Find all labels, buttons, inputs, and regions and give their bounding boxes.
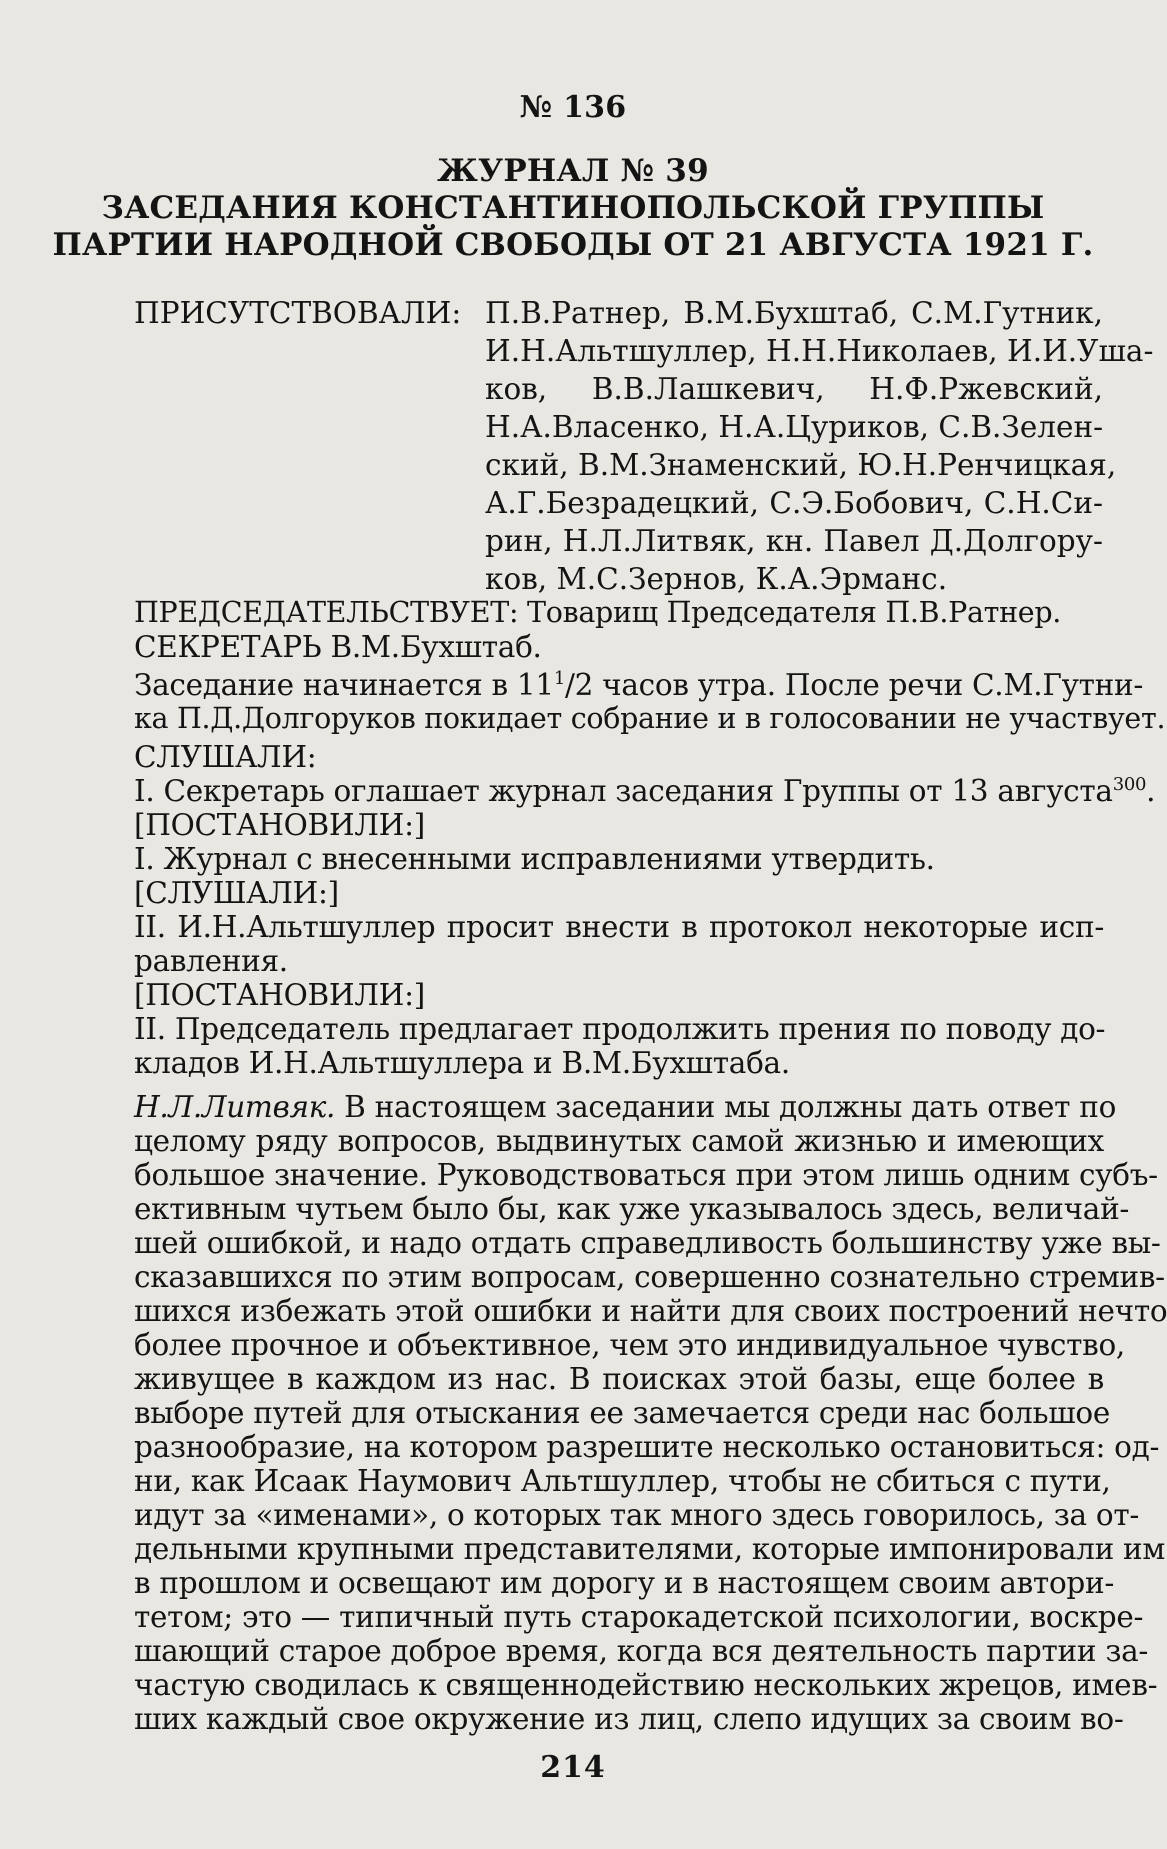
resolution-1: I. Журнал с внесенными исправлениями утвердить.	[134, 842, 935, 876]
speech-line: более прочное и объективное, чем это индивидуальное чувство,	[134, 1328, 1125, 1362]
speech-line: сказавшихся по этим вопросам, совершенно сознательно стремив-	[134, 1260, 1165, 1294]
page-number: 214	[540, 1750, 606, 1785]
agenda-item-2-line-1: II. И.Н.Альтшуллер просит внести в протокол некоторые исп-	[134, 910, 1104, 944]
speech-line: ни, как Исаак Наумович Альтшуллер, чтобы не сбиться с пути,	[134, 1464, 1111, 1498]
present-line: ков, В.В.Лашкевич, Н.Ф.Ржевский,	[485, 372, 1103, 406]
speech-line: частую сводилась к священнодействию нескольких жрецов, имев-	[134, 1668, 1158, 1702]
secretary-line: СЕКРЕТАРЬ В.М.Бухштаб.	[134, 630, 542, 664]
present-label: ПРИСУТСТВОВАЛИ:	[134, 296, 462, 330]
present-line: П.В.Ратнер, В.М.Бухштаб, С.М.Гутник,	[485, 296, 1103, 330]
title-line-1: ЗАСЕДАНИЯ КОНСТАНТИНОПОЛЬСКОЙ ГРУППЫ	[101, 190, 1045, 226]
speech-line: шей ошибкой, и надо отдать справедливость большинству уже вы-	[134, 1226, 1161, 1260]
speech-line: живущее в каждом из нас. В поисках этой базы, еще более в	[134, 1362, 1104, 1396]
document-number: № 136	[519, 90, 627, 125]
footnote-ref: 300	[1112, 774, 1147, 796]
speech-line: в прошлом и освещают им дорогу и в настоящем своим автори-	[134, 1566, 1115, 1600]
present-line: ков, М.С.Зернов, К.А.Эрманс.	[485, 562, 948, 596]
resolution-2-line-2: кладов И.Н.Альтшуллера и В.М.Бухштаба.	[134, 1046, 790, 1080]
speaker-name: Н.Л.Литвяк.	[134, 1090, 336, 1124]
speech-line: шихся избежать этой ошибки и найти для своих построений нечто	[134, 1294, 1167, 1328]
present-line: рин, Н.Л.Литвяк, кн. Павел Д.Долгору-	[485, 524, 1103, 558]
opening-line-2: ка П.Д.Долгоруков покидает собрание и в голосовании не участвует.	[134, 702, 1166, 735]
speech-line: большое значение. Руководствоваться при этом лишь одним субъ-	[134, 1158, 1158, 1192]
resolution-2-line-1: II. Председатель предлагает продолжить прения по поводу до-	[134, 1012, 1106, 1046]
present-line: ский, В.М.Знаменский, Ю.Н.Ренчицкая,	[485, 448, 1117, 482]
speech-line: разнообразие, на котором разрешите несколько остановиться: од-	[134, 1430, 1160, 1464]
present-line: Н.А.Власенко, Н.А.Цуриков, С.В.Зелен-	[485, 410, 1104, 444]
speech-line: идут за «именами», о которых так много здесь говорилось, за от-	[134, 1498, 1140, 1532]
resolved-heading-1: [ПОСТАНОВИЛИ:]	[134, 808, 425, 842]
heard-heading-1: СЛУШАЛИ:	[134, 740, 317, 774]
speech-line: выборе путей для отыскания ее замечается среди нас большое	[134, 1396, 1111, 1430]
agenda-item-1: I. Секретарь оглашает журнал заседания Группы от 13 августа$^{300}$.	[134, 774, 1156, 808]
speech-line: шающий старое доброе время, когда вся деятельность партии за-	[134, 1634, 1149, 1668]
journal-number: ЖУРНАЛ № 39	[437, 153, 709, 189]
speech-line: дельными крупными представителями, которые импонировали им	[134, 1532, 1166, 1566]
chair-line: ПРЕДСЕДАТЕЛЬСТВУЕТ: Товарищ Председателя П.В.Ратнер.	[134, 596, 1062, 629]
speech-line: целому ряду вопросов, выдвинутых самой жизнью и имеющих	[134, 1124, 1104, 1158]
speech-line: Н.Л.Литвяк. В настоящем заседании мы должны дать ответ по	[134, 1090, 1117, 1124]
title-line-2: ПАРТИИ НАРОДНОЙ СВОБОДЫ ОТ 21 АВГУСТА 1921 Г.	[52, 227, 1094, 263]
speech-line: тетом; это — типичный путь старокадетской психологии, воскре-	[134, 1600, 1144, 1634]
speech-line: ективным чутьем было бы, как уже указывалось здесь, величай-	[134, 1192, 1130, 1226]
resolved-heading-2: [ПОСТАНОВИЛИ:]	[134, 978, 425, 1012]
opening-line-1: Заседание начинается в $11^1/2$ часов утра. После речи С.М.Гутни-	[134, 668, 1144, 702]
present-line: И.Н.Альтшуллер, Н.Н.Николаев, И.И.Уша-	[485, 334, 1154, 368]
speech-line: ших каждый свое окружение из лиц, слепо идущих за своим во-	[134, 1702, 1124, 1736]
heard-heading-2: [СЛУШАЛИ:]	[134, 876, 339, 910]
agenda-item-2-line-2: равления.	[134, 944, 288, 978]
present-line: А.Г.Безрадецкий, С.Э.Бобович, С.Н.Си-	[485, 486, 1103, 520]
